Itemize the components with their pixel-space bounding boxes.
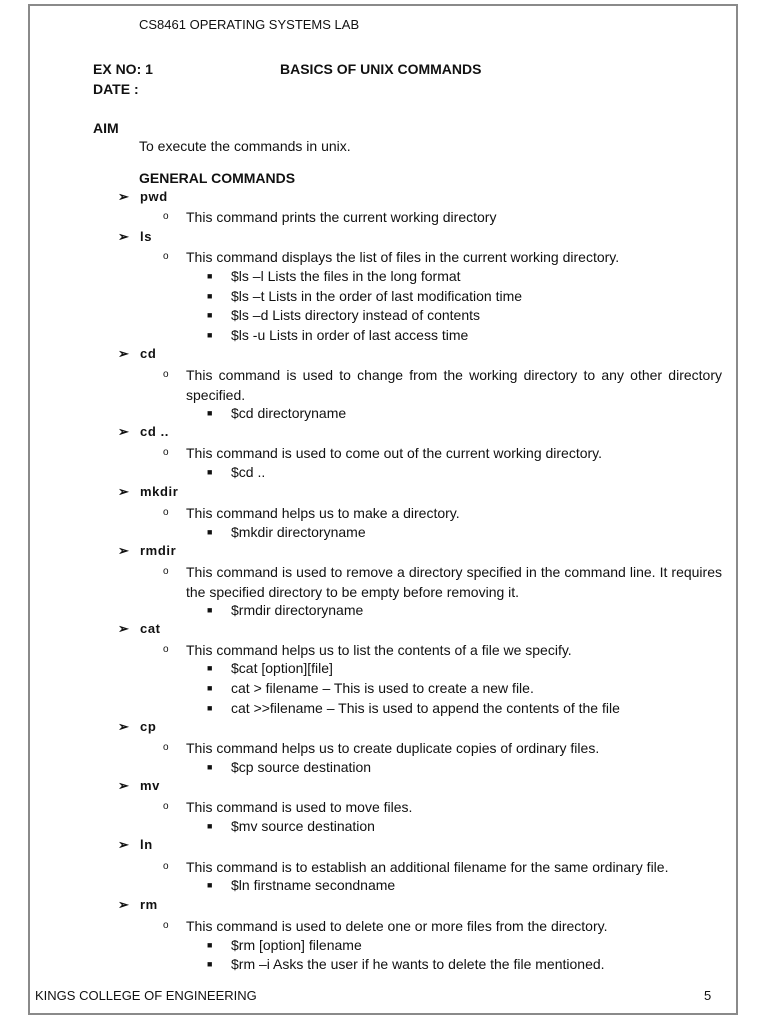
command-description: o This command is used to remove a directory specified in the command line. It requires the specified directory to be empty before removing it. <box>163 564 722 600</box>
circle-bullet-icon: o <box>163 566 169 577</box>
command-name: rmdir <box>140 543 177 558</box>
page-header: CS8461 OPERATING SYSTEMS LAB <box>139 17 360 32</box>
aim-heading: AIM <box>93 120 119 136</box>
command-item <box>118 897 158 913</box>
command-name: mv <box>140 778 160 793</box>
square-bullet-icon: ■ <box>207 703 213 713</box>
exercise-number: EX NO: 1 <box>93 61 153 77</box>
circle-bullet-icon: o <box>163 644 169 655</box>
arrow-bullet-icon: ➢ <box>118 189 130 204</box>
exercise-date: DATE : <box>93 81 139 97</box>
command-description: o This command is used to delete one or more files from the directory. <box>163 918 608 934</box>
square-bullet-icon: ■ <box>207 959 213 969</box>
circle-bullet-icon: o <box>163 920 169 931</box>
command-description: o This command is used to change from the working directory to any other directory specified. <box>163 367 722 403</box>
command-example: ■ $mv source destination <box>207 818 375 834</box>
command-item <box>118 189 168 205</box>
square-bullet-icon: ■ <box>207 940 213 950</box>
square-bullet-icon: ■ <box>207 271 213 281</box>
page-number: 5 <box>704 988 712 1003</box>
command-name: ln <box>140 837 153 852</box>
command-name: cp <box>140 719 157 734</box>
command-item <box>118 543 176 559</box>
aim-text: To execute the commands in unix. <box>139 138 351 154</box>
command-name: ls <box>140 229 153 244</box>
command-item <box>118 719 156 735</box>
arrow-bullet-icon: ➢ <box>118 229 130 244</box>
command-example: ■ $cat [option][file] <box>207 660 333 676</box>
command-description: o This command is to establish an additional filename for the same ordinary file. <box>163 859 669 875</box>
command-example: ■ $rmdir directoryname <box>207 602 364 618</box>
command-description: o This command prints the current working directory <box>163 209 497 225</box>
arrow-bullet-icon: ➢ <box>118 484 130 499</box>
command-description: o This command helps us to create duplicate copies of ordinary files. <box>163 740 600 756</box>
command-item <box>118 484 178 500</box>
square-bullet-icon: ■ <box>207 762 213 772</box>
command-example: ■ $rm –i Asks the user if he wants to delete the file mentioned. <box>207 956 605 972</box>
command-description: o This command is used to come out of the current working directory. <box>163 445 603 461</box>
command-name: cat <box>140 621 161 636</box>
arrow-bullet-icon: ➢ <box>118 837 130 852</box>
circle-bullet-icon: o <box>163 369 169 380</box>
circle-bullet-icon: o <box>163 861 169 872</box>
command-example: ■ $ls –l Lists the files in the long format <box>207 268 461 284</box>
exercise-title: BASICS OF UNIX COMMANDS <box>280 61 482 77</box>
command-example: ■ $cd .. <box>207 464 266 480</box>
square-bullet-icon: ■ <box>207 408 213 418</box>
command-item <box>118 229 152 245</box>
arrow-bullet-icon: ➢ <box>118 897 130 912</box>
command-example: ■ $mkdir directoryname <box>207 524 366 540</box>
arrow-bullet-icon: ➢ <box>118 424 130 439</box>
circle-bullet-icon: o <box>163 801 169 812</box>
command-name: mkdir <box>140 484 179 499</box>
command-example: ■ $ls –t Lists in the order of last modification time <box>207 288 523 304</box>
command-example: ■ $ls -u Lists in order of last access time <box>207 327 469 343</box>
command-name: pwd <box>140 189 168 204</box>
square-bullet-icon: ■ <box>207 821 213 831</box>
arrow-bullet-icon: ➢ <box>118 543 130 558</box>
command-description: o This command helps us to list the contents of a file we specify. <box>163 642 572 658</box>
square-bullet-icon: ■ <box>207 605 213 615</box>
command-item <box>118 778 160 794</box>
command-example: ■ $cp source destination <box>207 759 372 775</box>
circle-bullet-icon: o <box>163 507 169 518</box>
square-bullet-icon: ■ <box>207 310 213 320</box>
command-description: o This command helps us to make a directory. <box>163 505 460 521</box>
circle-bullet-icon: o <box>163 742 169 753</box>
command-example: ■ $rm [option] filename <box>207 937 362 953</box>
arrow-bullet-icon: ➢ <box>118 346 130 361</box>
command-description: o This command displays the list of files in the current working directory. <box>163 249 620 265</box>
square-bullet-icon: ■ <box>207 467 213 477</box>
command-item <box>118 837 153 853</box>
page-footer: KINGS COLLEGE OF ENGINEERING <box>35 988 257 1003</box>
command-name: cd <box>140 346 157 361</box>
square-bullet-icon: ■ <box>207 330 213 340</box>
command-example: ■ $cd directoryname <box>207 405 347 421</box>
command-name: cd .. <box>140 424 170 439</box>
square-bullet-icon: ■ <box>207 663 213 673</box>
command-item <box>118 346 156 362</box>
arrow-bullet-icon: ➢ <box>118 719 130 734</box>
square-bullet-icon: ■ <box>207 291 213 301</box>
square-bullet-icon: ■ <box>207 880 213 890</box>
square-bullet-icon: ■ <box>207 527 213 537</box>
command-example: ■ $ls –d Lists directory instead of contents <box>207 307 481 323</box>
circle-bullet-icon: o <box>163 447 169 458</box>
circle-bullet-icon: o <box>163 211 169 222</box>
circle-bullet-icon: o <box>163 251 169 262</box>
section-heading: GENERAL COMMANDS <box>139 170 296 186</box>
arrow-bullet-icon: ➢ <box>118 621 130 636</box>
command-item <box>118 621 161 637</box>
command-example: ■ $ln firstname secondname <box>207 877 396 893</box>
command-example: ■ cat >>filename – This is used to append the contents of the file <box>207 700 620 716</box>
command-item <box>118 424 169 440</box>
command-description: o This command is used to move files. <box>163 799 413 815</box>
arrow-bullet-icon: ➢ <box>118 778 130 793</box>
command-name: rm <box>140 897 158 912</box>
command-example: ■ cat > filename – This is used to create a new file. <box>207 680 534 696</box>
square-bullet-icon: ■ <box>207 683 213 693</box>
